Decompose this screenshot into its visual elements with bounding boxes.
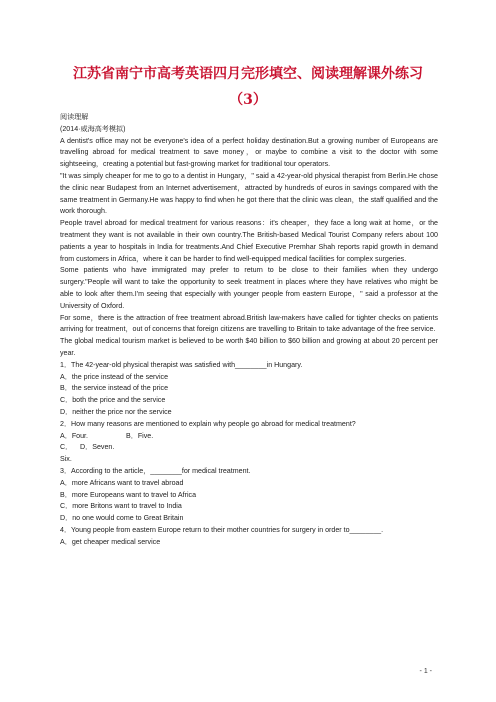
source-note: (2014·威海高考模拟) [60, 124, 126, 133]
paragraph-3: People travel abroad for medical treatment for various reasons：it's cheaper，they face a long wait at home，or the treatment they want is not available in their own country.The British-based Medical Tourist Company refers about 100 patients a year to hospitals in India for treatments.And Chief Executive Premhar Shah reports rapid growth in demand from customers in Africa，where it can be harder to find well-equipped medical facilities for complex surgeries. [60, 219, 438, 263]
question-3-option-b: B．more Europeans want to travel to Africa [60, 490, 197, 499]
question-2-options-ab [60, 431, 438, 443]
paragraph-5: For some，there is the attraction of free treatment abroad.British law-makers have called for tighter checks on patients arriving for treatment，out of concerns that foreign citizens are travelling to Britain to take advantage of the free service. [60, 313, 438, 334]
question-4-option-a: A．get cheaper medical service [60, 537, 161, 546]
question-1-option-c: C．both the price and the service [60, 396, 166, 405]
paragraph-4: Some patients who have immigrated may prefer to return to be close to their families when they undergo surgery."People will want to take the opportunity to seek treatment in places where they have relatives who might be able to look after them.I'm seeing that especially with younger people from eastern Europe，" said a professor at the University of Oxford. [60, 266, 438, 310]
question-3-option-d: D．no one would come to Great Britain [60, 514, 184, 523]
question-2-stem: 2．How many reasons are mentioned to explain why people go abroad for medical treatment? [60, 419, 356, 428]
question-1-stem: 1．The 42-year-old physical therapist was satisfied with________in Hungary. [60, 360, 303, 369]
section-heading: 阅读理解 [60, 113, 89, 121]
document-body [60, 112, 438, 548]
question-2-options-cd [60, 442, 438, 466]
question-1-option-b: B．the service instead of the price [60, 384, 169, 393]
question-2-option-d: D．Seven. [80, 443, 115, 452]
question-2-option-a: A．Four. [60, 431, 88, 440]
question-1-option-a: A．the price instead of the service [60, 372, 169, 381]
question-2-option-c: C．Six. [60, 443, 73, 464]
paragraph-2: "It was simply cheaper for me to go to a dentist in Hungary，" said a 42-year-old physical therapist from Berlin.He chose the clinic near Budapest from an Internet advertisement，attracted by hundreds of euros in savings compared with the same treatment in Germany.He was happy to find when he got there that the clinic was clean，the staff qualified and the work thorough. [60, 171, 438, 216]
question-3-option-a: A．more Africans want to travel abroad [60, 478, 184, 487]
document-title-line1: 江苏省南宁市高考英语四月完形填空、阅读理解课外练习 [73, 66, 423, 82]
question-1-option-d: D．neither the price nor the service [60, 407, 172, 416]
paragraph-6: The global medical tourism market is believed to be worth $40 billion to $60 billion and growing at about 20 percent per year. [60, 337, 438, 357]
question-4-stem: 4．Young people from eastern Europe return to their mother countries for surgery in order to________. [60, 525, 384, 534]
question-3-option-c: C．more Britons want to travel to India [60, 502, 182, 511]
page-number: - 1 - [419, 668, 432, 675]
question-3-stem: 3．According to the article，________for medical treatment. [60, 466, 251, 475]
paragraph-1: A dentist's office may not be everyone's idea of a perfect holiday destination.But a growing number of Europeans are travelling abroad for medical treatment to save money，or maybe to combine a visit to the doctor with some sightseeing，creating a potential but fast-growing market for traditional tour operators. [60, 136, 438, 169]
document-title-line2: （3） [229, 92, 267, 108]
question-2-option-b: B．Five. [126, 431, 154, 440]
